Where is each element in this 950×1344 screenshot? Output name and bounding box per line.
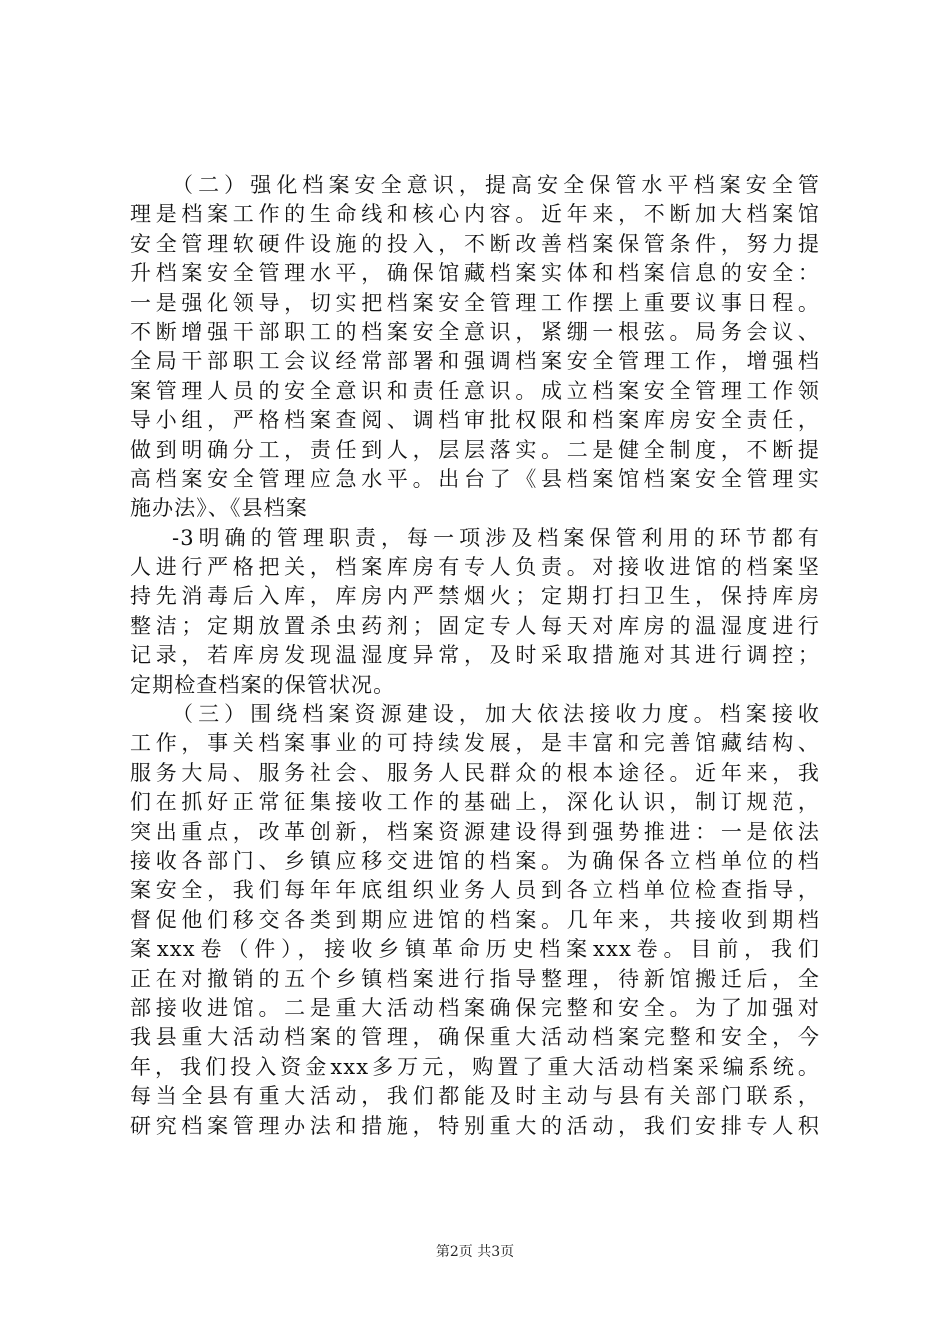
text-line: 督促他们移交各类到期应进馆的档案。几年来，共接收到期档 bbox=[130, 907, 820, 932]
text-line: 安全管理软硬件设施的投入，不断改善档案保管条件，努力提 bbox=[130, 231, 820, 256]
page-number-footer: 第2页 共3页 bbox=[435, 1244, 515, 1260]
text-line: 施办法》、《县档案 bbox=[130, 496, 308, 521]
body-text bbox=[130, 171, 820, 1141]
text-line: （二）强化档案安全意识，提高安全保管水平档案安全管 bbox=[172, 173, 820, 197]
text-line: 一是强化领导，切实把档案安全管理工作摆上重要议事日程。 bbox=[130, 290, 820, 315]
text-line: 人进行严格把关，档案库房有专人负责。对接收进馆的档案坚 bbox=[130, 555, 820, 580]
text-line: 每当全县有重大活动，我们都能及时主动与县有关部门联系， bbox=[130, 1084, 820, 1109]
text-line: 定期检查档案的保管状况。 bbox=[130, 672, 396, 697]
text-line: 案管理人员的安全意识和责任意识。成立档案安全管理工作领 bbox=[130, 378, 820, 403]
text-line: -3明确的管理职责，每一项涉及档案保管利用的环节都有 bbox=[172, 525, 820, 550]
text-line: 整洁；定期放置杀虫药剂；固定专人每天对库房的温湿度进行 bbox=[130, 613, 820, 638]
text-line: 案安全，我们每年年底组织业务人员到各立档单位检查指导， bbox=[130, 878, 820, 903]
text-line: 正在对撤销的五个乡镇档案进行指导整理，待新馆搬迁后，全 bbox=[130, 966, 820, 991]
text-line: 高档案安全管理应急水平。出台了《县档案馆档案安全管理实 bbox=[130, 466, 820, 491]
text-line: 工作，事关档案事业的可持续发展，是丰富和完善馆藏结构、 bbox=[130, 731, 820, 756]
text-line: 持先消毒后入库，库房内严禁烟火；定期打扫卫生，保持库房 bbox=[130, 584, 820, 609]
text-line: 不断增强干部职工的档案安全意识，紧绷一根弦。局务会议、 bbox=[130, 319, 820, 344]
text-line: 突出重点，改革创新，档案资源建设得到强势推进：一是依法 bbox=[130, 819, 820, 844]
text-line: 服务大局、服务社会、服务人民群众的根本途径。近年来，我 bbox=[130, 760, 820, 785]
text-line: 部接收进馆。二是重大活动档案确保完整和安全。为了加强对 bbox=[130, 995, 820, 1020]
text-line: 升档案安全管理水平，确保馆藏档案实体和档案信息的安全： bbox=[130, 261, 820, 286]
text-line: 记录，若库房发现温湿度异常，及时采取措施对其进行调控； bbox=[130, 643, 820, 668]
text-line: 我县重大活动档案的管理，确保重大活动档案完整和安全，今 bbox=[130, 1025, 820, 1050]
text-line: 全局干部职工会议经常部署和强调档案安全管理工作，增强档 bbox=[130, 349, 820, 374]
text-line: 们在抓好正常征集接收工作的基础上，深化认识，制订规范， bbox=[130, 790, 820, 815]
text-line: 接收各部门、乡镇应移交进馆的档案。为确保各立档单位的档 bbox=[130, 848, 820, 873]
text-line: （三）围绕档案资源建设，加大依法接收力度。档案接收 bbox=[172, 702, 820, 727]
text-line: 理是档案工作的生命线和核心内容。近年来，不断加大档案馆 bbox=[130, 202, 820, 227]
text-line: 年，我们投入资金xxx多万元，购置了重大活动档案采编系统。 bbox=[130, 1054, 820, 1079]
text-line: 做到明确分工，责任到人，层层落实。二是健全制度，不断提 bbox=[130, 437, 820, 462]
text-line: 导小组，严格档案查阅、调档审批权限和档案库房安全责任， bbox=[130, 408, 820, 433]
text-line: 案xxx卷（件），接收乡镇革命历史档案xxx卷。目前，我们 bbox=[130, 937, 820, 962]
text-line: 研究档案管理办法和措施，特别重大的活动，我们安排专人积 bbox=[130, 1113, 820, 1138]
